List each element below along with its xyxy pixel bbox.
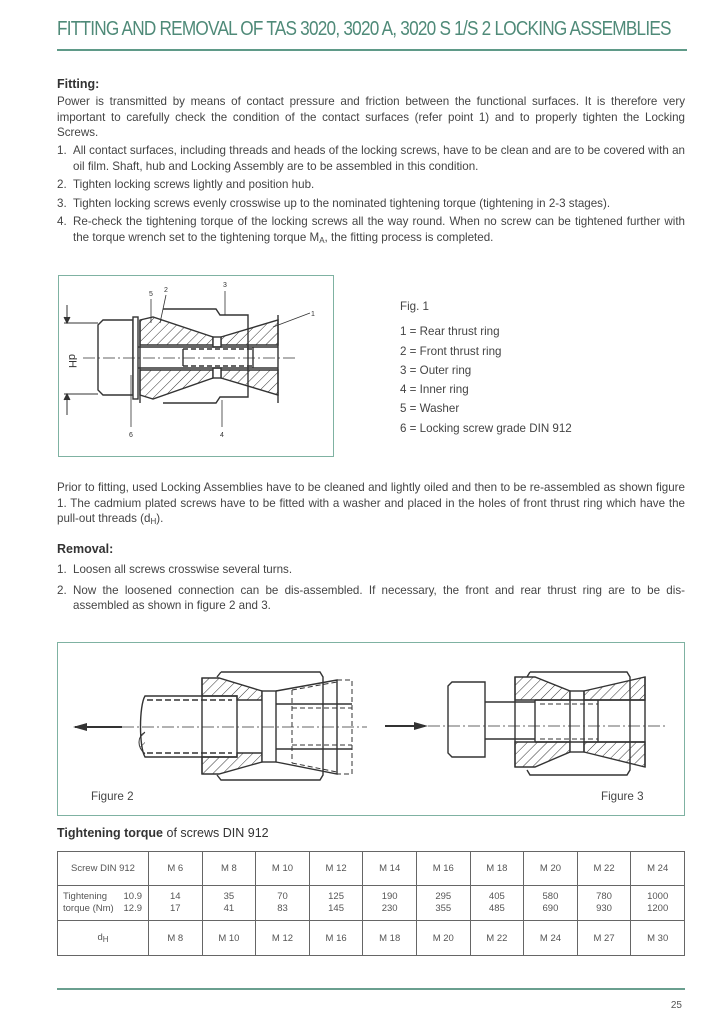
table-cell: M 24: [631, 852, 685, 886]
callout-4: 4: [220, 432, 224, 439]
torque-table: [57, 851, 685, 956]
figure-3-caption: Figure 3: [601, 790, 644, 803]
table-cell: M 10: [256, 852, 310, 886]
table-cell: M 20: [524, 852, 578, 886]
table-cell: 14 17: [149, 886, 203, 921]
table-header-label: Screw DIN 912: [58, 852, 149, 886]
fitting-intro: Power is transmitted by means of contact pressure and friction between the functional surfaces. It is therefore very important to carefully check the condition of the contact surfaces (refer point 1) and to properly tighten the Locking Screws.: [57, 95, 685, 139]
torque-table-title: Tightening torque of screws DIN 912: [57, 826, 269, 840]
fitting-steps: [57, 143, 685, 251]
table-cell: M 18: [363, 921, 417, 956]
table-cell: 125 145: [309, 886, 363, 921]
table-cell: M 16: [416, 852, 470, 886]
table-cell: M 30: [631, 921, 685, 956]
title-divider: [57, 49, 687, 51]
fitting-step: 3. Tighten locking screws evenly crosswise up to the nominated tightening torque (tightening in 2-3 stages).: [57, 196, 611, 210]
legend-item: 2 = Front thrust ring: [400, 344, 502, 358]
legend-item: 6 = Locking screw grade DIN 912: [400, 421, 572, 435]
table-cell: 405 485: [470, 886, 524, 921]
table-cell: 190 230: [363, 886, 417, 921]
callout-6: 6: [129, 432, 133, 439]
table-cell: M 20: [416, 921, 470, 956]
removal-heading: Removal:: [57, 542, 114, 556]
page-number: 25: [670, 1000, 682, 1011]
table-row-dh: [58, 921, 685, 956]
callout-1: 1: [311, 311, 315, 318]
callout-3: 3: [223, 282, 227, 289]
fitting-step: 2. Tighten locking screws lightly and position hub.: [57, 178, 315, 191]
table-cell: M 22: [470, 921, 524, 956]
table-cell: M 8: [202, 852, 256, 886]
legend-item: 1 = Rear thrust ring: [400, 325, 500, 339]
table-cell: 295 355: [416, 886, 470, 921]
footer-divider: [57, 988, 685, 990]
fitting-step: 1. All contact surfaces, including threads and heads of the locking screws, have to be clean and are to be covered with an oil film. Shaft, hub and Locking Assembly are to be assembled in this condition.: [57, 144, 685, 173]
table-cell: M 16: [309, 921, 363, 956]
removal-steps: [57, 562, 685, 617]
table-cell: M 14: [363, 852, 417, 886]
table-cell: 70 83: [256, 886, 310, 921]
table-cell: 35 41: [202, 886, 256, 921]
figure-1-drawing: [58, 275, 334, 457]
table-cell: M 12: [256, 921, 310, 956]
callout-5: 5: [149, 291, 153, 298]
table-cell: M 12: [309, 852, 363, 886]
figure-3-drawing: [370, 642, 683, 814]
legend-item: 4 = Inner ring: [400, 383, 469, 397]
dh-label-cell: $d_H$: [58, 921, 149, 956]
fitting-step: 4. Re-check the tightening torque of the locking screws all the way round. When no screw can be tightened further with the torque wrench set to the tightening torque $M_A$, the fitting process is completed.: [57, 215, 685, 245]
figure-1-label: Fig. 1: [400, 300, 429, 313]
torque-label-cell: Tightening torque (Nm) 10.9 12.9: [58, 886, 149, 921]
table-cell: 580 690: [524, 886, 578, 921]
table-row-torque: [58, 886, 685, 921]
page-title: FITTING AND REMOVAL OF TAS 3020, 3020 A, 3020 S 1/S 2 LOCKING ASSEMBLIES: [57, 18, 671, 40]
callout-2: 2: [164, 287, 168, 294]
figure-2-drawing: [57, 642, 377, 814]
table-cell: M 22: [577, 852, 631, 886]
table-cell: 780 930: [577, 886, 631, 921]
removal-step: 2. Now the loosened connection can be dis-assembled. If necessary, the front and rear thrust ring are to be dis-assembled as shown in figure 2 and 3.: [57, 583, 685, 612]
table-cell: M 27: [577, 921, 631, 956]
dh-dimension-label: dH: [66, 353, 78, 369]
table-cell: M 10: [202, 921, 256, 956]
table-row-sizes: [58, 852, 685, 886]
table-cell: M 6: [149, 852, 203, 886]
figure-2-caption: Figure 2: [91, 790, 134, 803]
figure-1-legend: [400, 297, 572, 438]
removal-step: 1. Loosen all screws crosswise several turns.: [57, 563, 293, 576]
table-cell: M 18: [470, 852, 524, 886]
fitting-heading: Fitting:: [57, 77, 100, 91]
table-cell: 1000 1200: [631, 886, 685, 921]
table-cell: M 8: [149, 921, 203, 956]
table-cell: M 24: [524, 921, 578, 956]
legend-item: 3 = Outer ring: [400, 363, 472, 377]
legend-item: 5 = Washer: [400, 402, 460, 416]
prior-fitting-paragraph: Prior to fitting, used Locking Assemblies have to be cleaned and lightly oiled and then to be re-assembled as shown figure 1. The cadmium plated screws have to be fitted with a washer and placed in the holes of front thrust ring which have the pull-out threads $(d_H)$.: [57, 481, 685, 526]
